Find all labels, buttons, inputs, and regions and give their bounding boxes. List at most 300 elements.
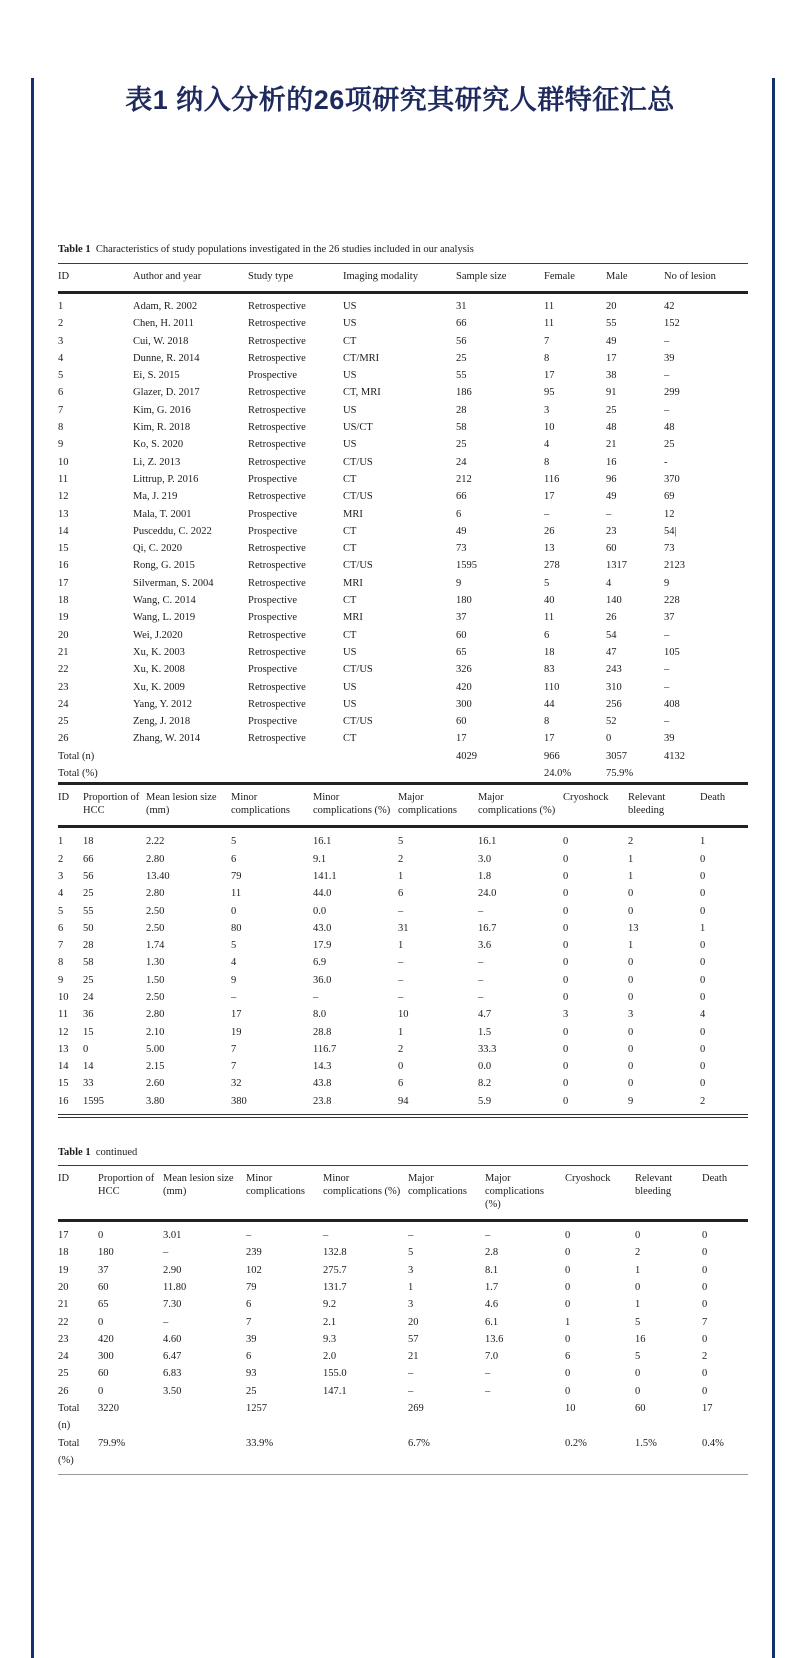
total-row <box>58 765 748 782</box>
cell: 155.0 <box>323 1368 347 1380</box>
cell: 3.0 <box>478 853 492 865</box>
cell: 65 <box>456 646 467 658</box>
table-row <box>58 454 748 471</box>
cell: 15 <box>58 543 69 555</box>
cell: 256 <box>606 698 622 710</box>
cell: 3 <box>544 404 550 416</box>
cell: 5 <box>58 905 64 917</box>
cell: 9 <box>58 974 64 986</box>
cell: 6 <box>544 629 550 641</box>
cell: 66 <box>83 853 94 865</box>
cell: Retrospective <box>248 698 306 710</box>
cell: 22 <box>58 664 69 676</box>
cell: 56 <box>456 335 467 347</box>
cell: 3220 <box>98 1403 119 1415</box>
cell: Prospective <box>248 664 297 676</box>
cell: 299 <box>664 387 680 399</box>
cell: 2.60 <box>146 1078 165 1090</box>
cell: 9.3 <box>323 1333 337 1345</box>
cell: 0.4% <box>702 1435 748 1475</box>
cell: 1317 <box>606 560 627 572</box>
cell: 17 <box>606 352 617 364</box>
cell <box>664 765 748 782</box>
cell: 2123 <box>664 560 685 572</box>
cell: 6 <box>246 1351 252 1363</box>
cell: 24 <box>83 991 94 1003</box>
cell: 12 <box>58 491 69 503</box>
column-header: Relevant bleeding <box>628 784 700 827</box>
cell: 408 <box>664 698 680 710</box>
table-row <box>58 1075 748 1092</box>
cell: 132.8 <box>323 1247 347 1259</box>
cell: 55 <box>83 905 94 917</box>
cell: 49 <box>606 491 617 503</box>
cell: 23 <box>58 681 69 693</box>
cell: CT/US <box>343 560 373 572</box>
cell: 42 <box>664 301 675 312</box>
cell: 0 <box>635 1385 641 1397</box>
cell: 26 <box>58 1385 69 1397</box>
cell: 420 <box>98 1333 114 1345</box>
cell: – <box>163 1247 169 1259</box>
cell: 0 <box>702 1333 708 1345</box>
table-header-row <box>58 1166 748 1221</box>
column-header: Major complications <box>408 1166 485 1221</box>
cell: 6 <box>58 387 64 399</box>
cell: Kim, G. 2016 <box>133 404 191 416</box>
cell: 2.15 <box>146 1061 165 1073</box>
table-row <box>58 1314 748 1331</box>
cell: 6 <box>456 508 462 520</box>
cell: 9.2 <box>323 1299 337 1311</box>
cell: Retrospective <box>248 318 306 330</box>
cell: 18 <box>58 1247 69 1259</box>
cell: – <box>398 905 404 917</box>
cell: Retrospective <box>248 681 306 693</box>
table-row <box>58 1244 748 1261</box>
cell: – <box>478 957 484 969</box>
cell: 0 <box>563 888 569 900</box>
cell: 300 <box>456 698 472 710</box>
table1-caption-label: Table 1 <box>58 244 91 255</box>
cell: 69 <box>664 491 675 503</box>
cell: 28 <box>456 404 467 416</box>
total-row <box>58 1435 748 1475</box>
cell: Qi, C. 2020 <box>133 543 183 555</box>
column-header: Death <box>702 1166 748 1221</box>
cell: – <box>323 1230 329 1242</box>
cell: 1 <box>635 1299 641 1311</box>
cell: – <box>664 681 670 693</box>
cell: 25 <box>58 1368 69 1380</box>
cell: 25 <box>664 439 675 451</box>
cell: Retrospective <box>248 352 306 364</box>
cell: 6.7% <box>408 1435 485 1475</box>
cell: 33.9% <box>246 1435 323 1475</box>
cell: Kim, R. 2018 <box>133 422 191 434</box>
cell: 18 <box>544 646 555 658</box>
cell <box>133 765 248 782</box>
cell: Wang, C. 2014 <box>133 595 196 607</box>
cell: 1 <box>398 1026 404 1038</box>
cell: 7 <box>702 1316 708 1328</box>
cell: 0 <box>98 1385 104 1397</box>
cell: CT/US <box>343 456 373 468</box>
complications-table <box>58 782 748 1118</box>
cell: 0 <box>628 974 634 986</box>
table-row <box>58 972 748 989</box>
table-row <box>58 575 748 592</box>
table-row <box>58 713 748 730</box>
cell: 9 <box>628 1093 700 1116</box>
cell: 11 <box>544 612 555 624</box>
table-row <box>58 315 748 332</box>
cell: 0.2% <box>565 1435 635 1475</box>
cell: 300 <box>98 1351 114 1363</box>
column-header: ID <box>58 1166 98 1221</box>
column-header: Author and year <box>133 264 248 293</box>
cell: 14.3 <box>313 1061 332 1073</box>
cell: 0 <box>565 1230 571 1242</box>
table-row <box>58 488 748 505</box>
cell: 0 <box>700 1061 706 1073</box>
cell: 57 <box>408 1333 419 1345</box>
cell <box>323 1400 408 1435</box>
cell: – <box>478 991 484 1003</box>
cell: 26 <box>544 525 555 537</box>
column-header: Male <box>606 264 664 293</box>
cell: 31 <box>398 922 409 934</box>
cell: Dunne, R. 2014 <box>133 352 200 364</box>
cell: 3.6 <box>478 940 492 952</box>
cell: Xu, K. 2008 <box>133 664 185 676</box>
cell: 3 <box>58 335 64 347</box>
table-row <box>58 644 748 661</box>
column-header: Minor complications <box>231 784 313 827</box>
table-row <box>58 419 748 436</box>
column-header: ID <box>58 264 133 293</box>
cell: 26 <box>58 733 69 745</box>
cell: 4 <box>58 888 64 900</box>
cell: 24.0 <box>478 888 497 900</box>
cell: 25 <box>456 439 467 451</box>
cell: US <box>343 370 357 382</box>
table-row <box>58 851 748 868</box>
cell: 2 <box>398 1043 404 1055</box>
cell: 269 <box>408 1403 424 1415</box>
cell: 36 <box>83 1009 94 1021</box>
cell: Retrospective <box>248 387 306 399</box>
cell: 10 <box>565 1403 576 1415</box>
cell: 58 <box>83 957 94 969</box>
cell <box>323 1435 408 1475</box>
cell: Glazer, D. 2017 <box>133 387 200 399</box>
page-title: 表1 纳入分析的26项研究其研究人群特征汇总 <box>125 85 675 115</box>
cell: 212 <box>456 473 472 485</box>
cell: 60 <box>456 629 467 641</box>
cell: 278 <box>544 560 560 572</box>
table1-continued-caption-text: continued <box>95 1147 138 1159</box>
cell: 0 <box>563 1026 569 1038</box>
cell: 21 <box>408 1351 419 1363</box>
cell <box>163 1435 246 1475</box>
cell: 2.50 <box>146 922 165 934</box>
cell: 6.9 <box>313 957 327 969</box>
cell: 20 <box>408 1316 419 1328</box>
cell: 0 <box>563 905 569 917</box>
cell: 56 <box>83 870 94 882</box>
cell: 52 <box>606 716 617 728</box>
cell: 0 <box>565 1281 571 1293</box>
cell: Ma, J. 219 <box>133 491 178 503</box>
cell: US <box>343 439 357 451</box>
cell: 0.0 <box>313 905 327 917</box>
cell: Xu, K. 2003 <box>133 646 185 658</box>
cell: Retrospective <box>248 491 306 503</box>
cell: CT <box>343 629 357 641</box>
cell: 16 <box>606 456 617 468</box>
cell: 39 <box>664 733 675 745</box>
cell: 73 <box>456 543 467 555</box>
cell: – <box>664 716 670 728</box>
cell: 37 <box>98 1264 109 1276</box>
cell: US <box>343 698 357 710</box>
cell: 8.0 <box>313 1009 327 1021</box>
cell: 2 <box>628 836 634 848</box>
study-population-table <box>58 263 748 782</box>
cell: 2.1 <box>323 1316 337 1328</box>
cell: 94 <box>398 1093 478 1116</box>
cell: 0 <box>702 1247 708 1259</box>
cell: 1 <box>58 836 64 848</box>
cell: 2.22 <box>146 836 165 848</box>
cell <box>485 1435 565 1475</box>
cell: 8.1 <box>485 1264 499 1276</box>
cell: 6.1 <box>485 1316 499 1328</box>
column-header: Death <box>700 784 748 827</box>
cell: 3 <box>628 1009 634 1021</box>
cell: 1 <box>628 870 634 882</box>
cell: 11 <box>544 301 555 312</box>
cell: 79.9% <box>98 1435 163 1475</box>
cell: 60 <box>456 716 467 728</box>
cell: 0 <box>700 1026 706 1038</box>
cell: CT <box>343 595 357 607</box>
table-row <box>58 903 748 920</box>
cell: 180 <box>98 1247 114 1259</box>
cell: 0 <box>628 1043 634 1055</box>
cell: – <box>163 1316 169 1328</box>
cell: 5 <box>58 370 64 382</box>
table-row <box>58 609 748 626</box>
cell: 25 <box>606 404 617 416</box>
cell: Ei, S. 2015 <box>133 370 180 382</box>
cell: 0 <box>98 1316 104 1328</box>
cell: 43.0 <box>313 922 332 934</box>
cell: 1.8 <box>478 870 492 882</box>
cell: Retrospective <box>248 646 306 658</box>
table-row <box>58 827 748 851</box>
cell: 0 <box>635 1230 641 1242</box>
cell: 14 <box>83 1061 94 1073</box>
cell: 0 <box>563 974 569 986</box>
table-row <box>58 627 748 644</box>
cell: 3 <box>408 1264 414 1276</box>
cell: 19 <box>58 1264 69 1276</box>
cell: CT/US <box>343 716 373 728</box>
cell: 0 <box>563 922 569 934</box>
cell: 16 <box>58 1093 83 1116</box>
cell: 141.1 <box>313 870 337 882</box>
cell: 12 <box>664 508 675 520</box>
cell: 275.7 <box>323 1264 347 1276</box>
cell: 0 <box>83 1043 89 1055</box>
cell: 1 <box>700 922 706 934</box>
cell: – <box>398 957 404 969</box>
cell: 17 <box>544 370 555 382</box>
table-row <box>58 989 748 1006</box>
cell: 39 <box>664 352 675 364</box>
table-row <box>58 937 748 954</box>
cell: 0 <box>565 1368 571 1380</box>
column-header: Relevant bleeding <box>635 1166 702 1221</box>
cell: 38 <box>606 370 617 382</box>
cell: 1 <box>58 301 64 312</box>
cell: Retrospective <box>248 733 306 745</box>
cell: 0 <box>563 940 569 952</box>
cell: 44 <box>544 698 555 710</box>
cell: 0 <box>635 1281 641 1293</box>
cell: 19 <box>58 612 69 624</box>
cell: 1 <box>635 1264 641 1276</box>
cell: 7.0 <box>485 1351 499 1363</box>
cell: 5.9 <box>478 1093 563 1116</box>
table-row <box>58 1279 748 1296</box>
cell: 3 <box>58 870 64 882</box>
table-row <box>58 1383 748 1400</box>
column-header: Proportion of HCC <box>98 1166 163 1221</box>
cell: 17.9 <box>313 940 332 952</box>
table-row <box>58 1365 748 1382</box>
cell: 2.0 <box>323 1351 337 1363</box>
table-row <box>58 350 748 367</box>
cell: – <box>485 1385 491 1397</box>
cell: 17 <box>456 733 467 745</box>
cell: 6 <box>398 1078 404 1090</box>
cell: 20 <box>606 301 617 312</box>
cell: 18 <box>58 595 69 607</box>
cell: 44.0 <box>313 888 332 900</box>
cell: – <box>408 1230 414 1242</box>
cell: 310 <box>606 681 622 693</box>
cell: 1 <box>398 940 404 952</box>
cell: 102 <box>246 1264 262 1276</box>
cell: 131.7 <box>323 1281 347 1293</box>
cell: 5 <box>635 1351 641 1363</box>
cell: CT <box>343 733 357 745</box>
cell: Chen, H. 2011 <box>133 318 194 330</box>
complications-table-continued <box>58 1165 748 1475</box>
cell: 21 <box>606 439 617 451</box>
column-header: Imaging modality <box>343 264 456 293</box>
column-header: Major complications (%) <box>478 784 563 827</box>
cell: 5 <box>398 836 404 848</box>
cell: 110 <box>544 681 560 693</box>
cell: 10 <box>544 422 555 434</box>
cell: 0 <box>628 1026 634 1038</box>
table-row <box>58 592 748 609</box>
cell: 2 <box>58 853 64 865</box>
cell: 2.80 <box>146 853 165 865</box>
column-header: ID <box>58 784 83 827</box>
cell: 11 <box>58 473 69 485</box>
cell: 0 <box>628 957 634 969</box>
cell: 966 <box>544 750 560 762</box>
cell: 60 <box>635 1403 646 1415</box>
cell: 1257 <box>246 1403 267 1415</box>
cell: 12 <box>58 1026 69 1038</box>
table-row <box>58 1006 748 1023</box>
cell: 1.74 <box>146 940 165 952</box>
cell: 8.2 <box>478 1078 492 1090</box>
cell: Retrospective <box>248 335 306 347</box>
cell: 7 <box>58 940 64 952</box>
cell: 10 <box>398 1009 409 1021</box>
cell: 0 <box>563 836 569 848</box>
cell: 0 <box>628 1078 634 1090</box>
cell: 0 <box>700 991 706 1003</box>
cell: Zhang, W. 2014 <box>133 733 201 745</box>
cell: – <box>313 991 319 1003</box>
cell: Silverman, S. 2004 <box>133 577 214 589</box>
cell: 0 <box>563 1078 569 1090</box>
table-row <box>58 293 748 316</box>
cell: 228 <box>664 595 680 607</box>
cell: 43.8 <box>313 1078 332 1090</box>
cell: 3057 <box>606 750 627 762</box>
cell: 5 <box>231 836 237 848</box>
cell: 1 <box>408 1281 414 1293</box>
cell: 13 <box>544 543 555 555</box>
cell: 239 <box>246 1247 262 1259</box>
cell: 0 <box>565 1385 571 1397</box>
cell: 326 <box>456 664 472 676</box>
cell: – <box>664 335 670 347</box>
cell: Total (%) <box>58 1435 98 1475</box>
cell: 25 <box>456 352 467 364</box>
cell: Yang, Y. 2012 <box>133 698 193 710</box>
column-header: Major complications (%) <box>485 1166 565 1221</box>
cell: 0 <box>628 991 634 1003</box>
table-row <box>58 471 748 488</box>
cell: 1 <box>565 1316 571 1328</box>
column-header: Study type <box>248 264 343 293</box>
right-border-bar <box>772 78 775 1658</box>
cell: US <box>343 646 357 658</box>
table-row <box>58 661 748 678</box>
cell: Prospective <box>248 473 297 485</box>
cell: 16.1 <box>478 836 497 848</box>
cell: 22 <box>58 1316 69 1328</box>
cell: 0 <box>565 1247 571 1259</box>
cell <box>133 748 248 765</box>
table-row <box>58 557 748 574</box>
cell: Retrospective <box>248 439 306 451</box>
cell: 6.47 <box>163 1351 182 1363</box>
cell: 24 <box>456 456 467 468</box>
cell: MRI <box>343 577 363 589</box>
cell: 11 <box>544 318 555 330</box>
